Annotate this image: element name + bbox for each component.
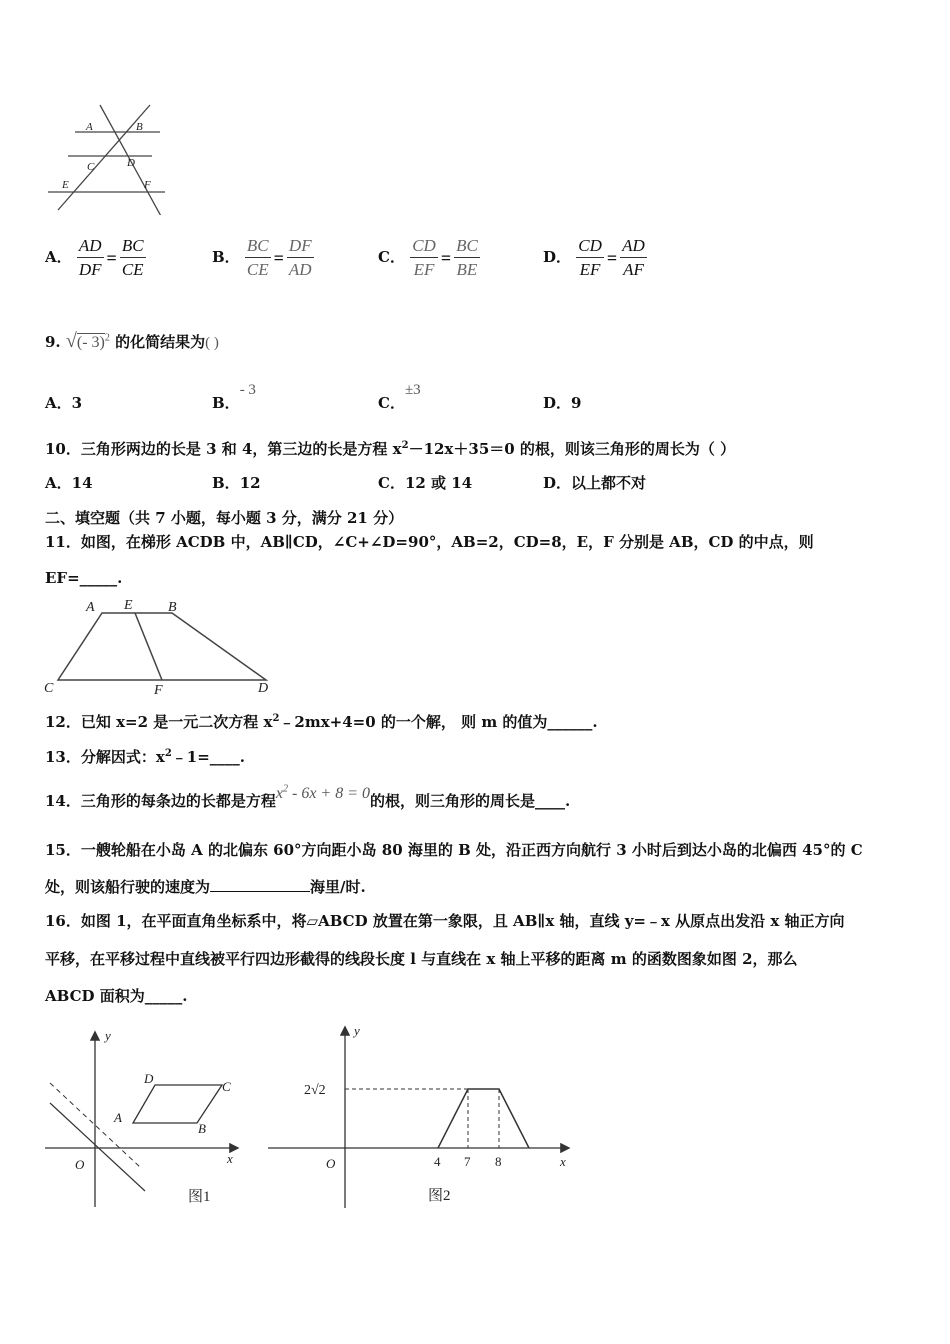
q9-option-b[interactable]: B．- 3 — [212, 382, 256, 412]
point-label-A: A — [114, 1110, 122, 1125]
point-label-E: E — [62, 179, 69, 191]
origin-label: O — [326, 1156, 336, 1171]
point-label-D: D — [144, 1071, 154, 1086]
y-value-label: 2√2 — [304, 1083, 326, 1098]
figure-1 — [45, 1025, 245, 1210]
q8-option-a[interactable]: A． $\frac{AD}{DF}$ = $\frac{BC}{CE}$ — [45, 236, 144, 279]
tick-label-8: 8 — [495, 1154, 502, 1169]
point-label-D: D — [258, 681, 269, 696]
section-2-heading: 二、填空题（共 7 小题，每小题 3 分，满分 21 分） — [45, 509, 404, 527]
question-16-line2: 平移，在平移过程中直线被平行四边形截得的线段长度 l 与直线在 x 轴上平移的距离 m 的函数图象如图 2，那么 — [45, 950, 798, 968]
point-label-B: B — [136, 121, 143, 133]
q9-option-a[interactable]: A．3 — [45, 394, 83, 412]
q9-option-c[interactable]: C．±3 — [378, 382, 421, 412]
figure-2-caption: 图2 — [428, 1188, 451, 1204]
origin-label: O — [75, 1157, 85, 1172]
point-label-B: B — [198, 1121, 206, 1136]
point-label-F: F — [144, 179, 151, 191]
option-letter: C． — [378, 248, 405, 266]
question-16-line3: ABCD 面积为_____. — [45, 987, 188, 1005]
figure-2 — [268, 1022, 578, 1210]
point-label-A: A — [86, 121, 93, 133]
question-15: 15．一艘轮船在小岛 A 的北偏东 60°方向距小岛 80 海里的 B 处，沿正西方向航行 3 小时后到达小岛的北偏西 45°的 C — [45, 841, 863, 859]
question-10: 10．三角形两边的长是 3 和 4，第三边的长是方程 $x^2-12x+35=0$ 的根，则该三角形的周长为（ ） — [45, 440, 736, 458]
q8-option-d[interactable]: D． $\frac{CD}{EF}$ = $\frac{AD}{AF}$ — [543, 236, 645, 279]
question-11: 11．如图，在梯形 ACDB 中，AB∥CD，∠C+∠D=90°，AB=2，CD=8，E，F 分别是 AB，CD 的中点，则 — [45, 533, 814, 551]
point-label-E: E — [124, 598, 133, 613]
axis-label-x: x — [227, 1151, 233, 1166]
option-letter: B． — [212, 248, 240, 266]
point-label-F: F — [154, 683, 163, 698]
question-12: 12．已知 x=2 是一元二次方程 $x^2﹣2mx+4=0$ 的一个解， 则 m 的值为______. — [45, 713, 598, 731]
q10-option-d[interactable]: D．以上都不对 — [543, 474, 647, 492]
figure-1-caption: 图1 — [188, 1189, 211, 1205]
q10-option-b[interactable]: B．12 — [212, 474, 261, 492]
tick-label-7: 7 — [464, 1154, 471, 1169]
question-9: 9. √(- 3)$^2$ 的化简结果为( ) — [45, 330, 219, 352]
option-letter: A． — [45, 248, 72, 266]
point-label-C: C — [222, 1079, 231, 1094]
q10-option-a[interactable]: A．14 — [45, 474, 93, 492]
q8-option-c[interactable]: C． $\frac{CD}{EF}$ = $\frac{BC}{BE}$ — [378, 236, 478, 279]
axis-label-y: y — [354, 1023, 360, 1038]
point-label-A: A — [86, 600, 95, 615]
axis-label-y: y — [105, 1028, 111, 1043]
question-15-line2: 处，则该船行驶的速度为 海里/时. — [45, 878, 366, 896]
point-label-C: C — [87, 161, 95, 173]
q10-option-c[interactable]: C．12 或 14 — [378, 474, 473, 492]
tick-label-4: 4 — [434, 1154, 441, 1169]
question-14: 14．三角形的每条边的长都是方程$x^2 - 6x + 8 = 0$的根，则三角形的周长是____. — [45, 783, 571, 810]
question-13: 13．分解因式：$x^2﹣1=\_\_\_\_$. — [45, 748, 246, 766]
point-label-D: D — [127, 157, 135, 169]
question-16: 16．如图 1，在平面直角坐标系中，将▱ABCD 放置在第一象限，且 AB∥x 轴，直线 y=﹣x 从原点出发沿 x 轴正方向 — [45, 912, 845, 930]
axis-label-x: x — [560, 1154, 566, 1169]
point-label-C: C — [44, 681, 54, 696]
question-11-line2: EF=_____. — [45, 569, 123, 587]
point-label-B: B — [168, 600, 177, 615]
trapezoid-figure — [40, 595, 280, 700]
option-letter: D． — [543, 248, 572, 266]
transversal-figure — [40, 100, 180, 215]
q9-option-d[interactable]: D．9 — [543, 394, 582, 412]
q8-option-b[interactable]: B． $\frac{BC}{CE}$ = $\frac{DF}{AD}$ — [212, 236, 312, 279]
